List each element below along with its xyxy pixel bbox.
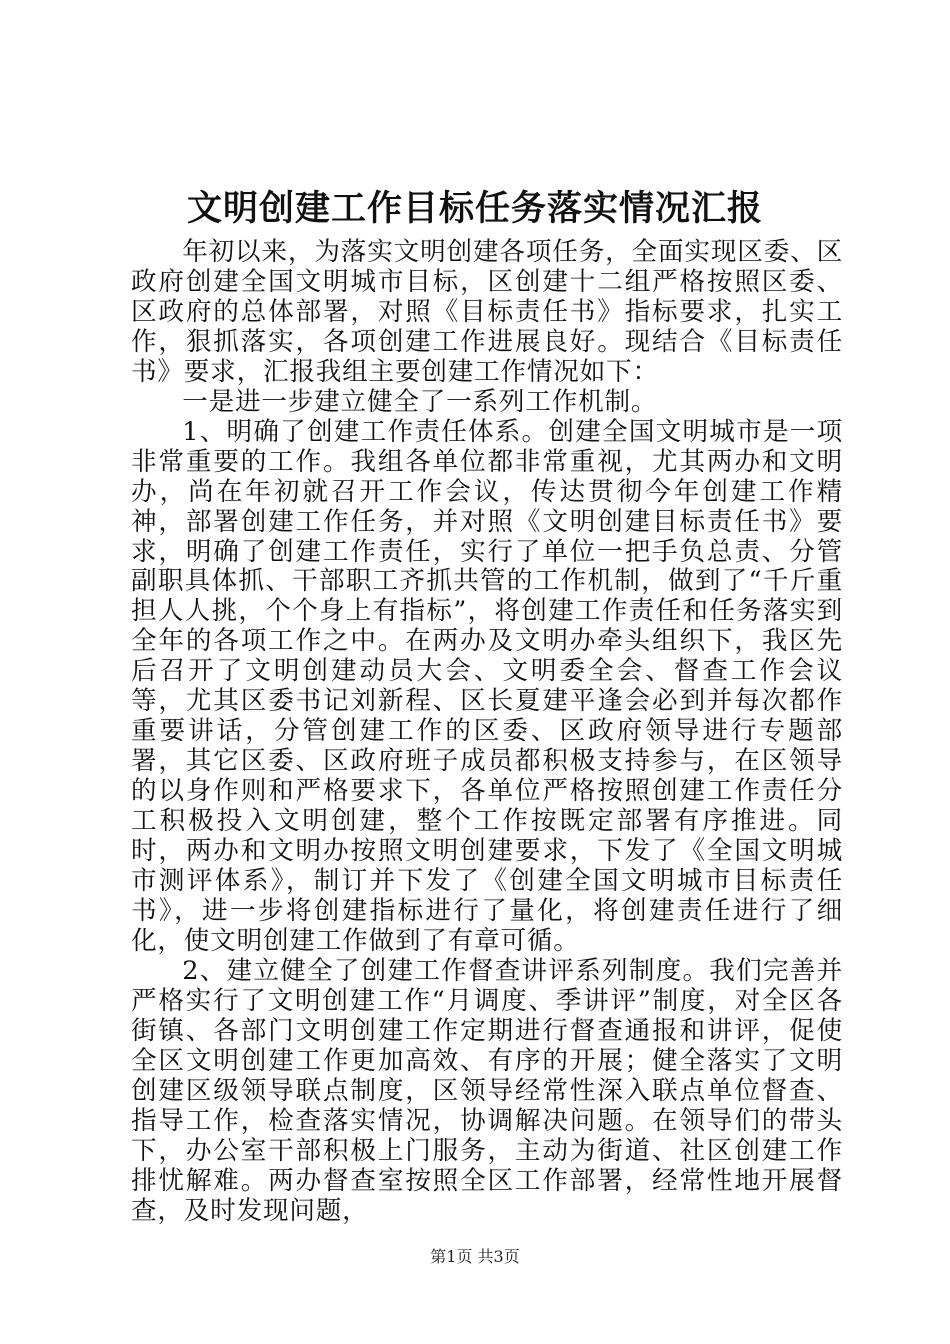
paragraph-item-one: 1、明确了创建工作责任体系。创建全国文明城市是一项非常重要的工作。我组各单位都非常重视，尤其两办和文明办，尚在年初就召开工作会议，传达贯彻今年创建工作精神，部署创建工作任务，并对照《文明创建目标责任书》要求，明确了创建工作责任，实行了单位一把手负总责、分管副职具体抓、干部职工齐抓共管的工作机制，做到了“千斤重担人人挑，个个身上有指标”，将创建工作责任和任务落实到全年的各项工作之中。在两办及文明办牵头组织下，我区先后召开了文明创建动员大会、文明委全会、督查工作会议等，尤其区委书记刘新程、区长夏建平逢会必到并每次都作重要讲话，分管创建工作的区委、区政府领导进行专题部署，其它区委、区政府班子成员都积极支持参与，在区领导的以身作则和严格要求下，各单位严格按照创建工作责任分工积极投入文明创建，整个工作按既定部署有序推进。同时，两办和文明办按照文明创建要求，下发了《全国文明城市测评体系》，制订并下发了《创建全国文明城市目标责任书》，进一步将创建指标进行了量化，将创建责任进行了细化，使文明创建工作做到了有章可循。 bbox=[131, 416, 843, 956]
paragraph-section-one-heading: 一是进一步建立健全了一系列工作机制。 bbox=[182, 386, 658, 417]
document-body bbox=[131, 238, 843, 1226]
paragraph-item-two: 2、建立健全了创建工作督查讲评系列制度。我们完善并严格实行了文明创建工作“月调度、季讲评”制度，对全区各街镇、各部门文明创建工作定期进行督查通报和讲评，促使全区文明创建工作更加高效、有序的开展；健全落实了文明创建区级领导联点制度，区领导经常性深入联点单位督查、指导工作，检查落实情况，协调解决问题。在领导们的带头下，办公室干部积极上门服务，主动为街道、社区创建工作排忧解难。两办督查室按照全区工作部署，经常性地开展督查，及时发现问题， bbox=[131, 955, 843, 1226]
page-number-footer: 第1页 共3页 bbox=[430, 1247, 520, 1266]
document-title: 文明创建工作目标任务落实情况汇报 bbox=[186, 189, 763, 229]
paragraph-intro: 年初以来，为落实文明创建各项任务，全面实现区委、区政府创建全国文明城市目标，区创建十二组严格按照区委、区政府的总体部署，对照《目标责任书》指标要求，扎实工作，狠抓落实，各项创建工作进展良好。现结合《目标责任书》要求，汇报我组主要创建工作情况如下： bbox=[131, 237, 843, 387]
